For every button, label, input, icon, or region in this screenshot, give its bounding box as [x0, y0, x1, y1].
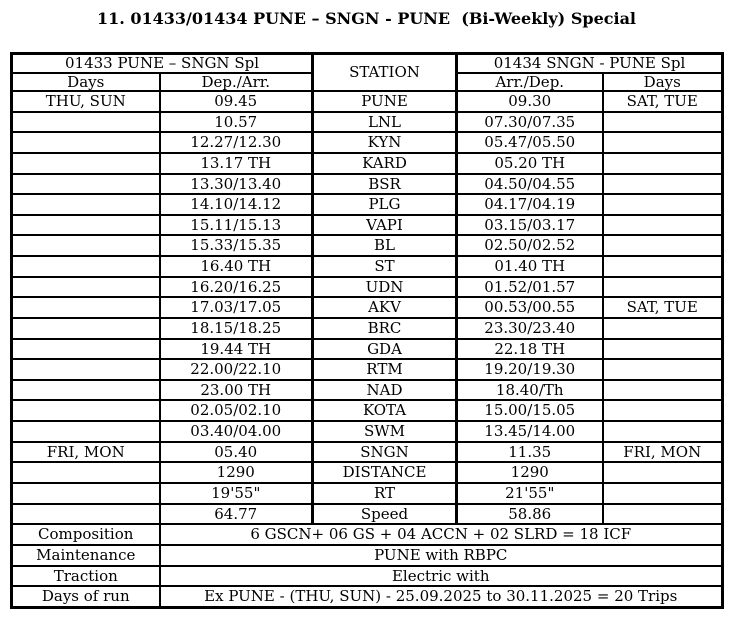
days-outbound-cell [12, 256, 160, 277]
info-value-cell: Electric with [160, 566, 723, 587]
station-cell: BL [313, 235, 457, 256]
days-return-cell: SAT, TUE [603, 91, 723, 112]
info-value-cell: 6 GSCN+ 06 GS + 04 ACCN + 02 SLRD = 18 ICF [160, 524, 723, 545]
info-row [12, 586, 723, 607]
timetable-row [12, 483, 723, 504]
station-cell: DISTANCE [313, 462, 457, 483]
timetable-header [12, 54, 723, 92]
station-cell: KYN [313, 132, 457, 153]
dep-arr-cell: 16.20/16.25 [160, 277, 313, 298]
days-outbound-cell [12, 277, 160, 298]
dep-arr-cell: 1290 [160, 462, 313, 483]
dep-arr-cell: 19'55" [160, 483, 313, 504]
info-body [12, 524, 723, 607]
station-cell: PLG [313, 194, 457, 215]
dep-arr-header: Dep./Arr. [160, 73, 313, 92]
days-outbound-cell [12, 194, 160, 215]
days-header-right: Days [603, 73, 723, 92]
timetable-row [12, 277, 723, 298]
days-outbound-cell [12, 174, 160, 195]
station-cell: AKV [313, 297, 457, 318]
days-outbound-cell [12, 297, 160, 318]
dep-arr-cell: 05.40 [160, 442, 313, 463]
page-title: 11. 01433/01434 PUNE – SNGN - PUNE (Bi-Weekly) Special [96, 9, 637, 28]
info-value-cell: PUNE with RBPC [160, 545, 723, 566]
days-return-cell [603, 462, 723, 483]
station-cell: RTM [313, 359, 457, 380]
station-cell: VAPI [313, 215, 457, 236]
days-return-cell [603, 235, 723, 256]
days-return-cell: SAT, TUE [603, 297, 723, 318]
days-outbound-cell: THU, SUN [12, 91, 160, 112]
info-label-cell: Days of run [12, 586, 160, 607]
days-return-cell [603, 339, 723, 360]
days-return-cell [603, 215, 723, 236]
days-return-cell [603, 132, 723, 153]
days-outbound-cell [12, 132, 160, 153]
info-row [12, 524, 723, 545]
days-return-cell [603, 504, 723, 525]
dep-arr-cell: 03.40/04.00 [160, 421, 313, 442]
arr-dep-cell: 00.53/00.55 [457, 297, 603, 318]
dep-arr-cell: 15.33/15.35 [160, 235, 313, 256]
station-cell: BSR [313, 174, 457, 195]
arr-dep-cell: 11.35 [457, 442, 603, 463]
days-outbound-cell [12, 359, 160, 380]
dep-arr-cell: 19.44 TH [160, 339, 313, 360]
arr-dep-cell: 04.17/04.19 [457, 194, 603, 215]
days-return-cell [603, 380, 723, 401]
timetable-row [12, 421, 723, 442]
days-outbound-cell [12, 318, 160, 339]
days-outbound-cell [12, 153, 160, 174]
info-row [12, 545, 723, 566]
info-label-cell: Traction [12, 566, 160, 587]
arr-dep-cell: 04.50/04.55 [457, 174, 603, 195]
days-outbound-cell [12, 400, 160, 421]
dep-arr-cell: 16.40 TH [160, 256, 313, 277]
timetable-row [12, 194, 723, 215]
dep-arr-cell: 23.00 TH [160, 380, 313, 401]
station-cell: NAD [313, 380, 457, 401]
station-cell: SNGN [313, 442, 457, 463]
dep-arr-cell: 14.10/14.12 [160, 194, 313, 215]
days-outbound-cell [12, 112, 160, 133]
arr-dep-cell: 02.50/02.52 [457, 235, 603, 256]
train-outbound-header: 01433 PUNE – SNGN Spl [12, 54, 313, 73]
days-outbound-cell [12, 215, 160, 236]
info-row [12, 566, 723, 587]
days-return-cell [603, 112, 723, 133]
arr-dep-cell: 05.47/05.50 [457, 132, 603, 153]
station-cell: RT [313, 483, 457, 504]
arr-dep-cell: 15.00/15.05 [457, 400, 603, 421]
timetable-row [12, 235, 723, 256]
dep-arr-cell: 17.03/17.05 [160, 297, 313, 318]
days-return-cell [603, 318, 723, 339]
timetable-row [12, 215, 723, 236]
days-outbound-cell [12, 421, 160, 442]
timetable-row [12, 112, 723, 133]
arr-dep-cell: 58.86 [457, 504, 603, 525]
dep-arr-cell: 64.77 [160, 504, 313, 525]
days-return-cell [603, 421, 723, 442]
arr-dep-cell: 07.30/07.35 [457, 112, 603, 133]
train-header-row [12, 54, 723, 73]
arr-dep-header: Arr./Dep. [457, 73, 603, 92]
arr-dep-cell: 23.30/23.40 [457, 318, 603, 339]
arr-dep-cell: 05.20 TH [457, 153, 603, 174]
dep-arr-cell: 13.30/13.40 [160, 174, 313, 195]
days-return-cell [603, 483, 723, 504]
train-return-header: 01434 SNGN - PUNE Spl [457, 54, 723, 73]
station-cell: SWM [313, 421, 457, 442]
dep-arr-cell: 15.11/15.13 [160, 215, 313, 236]
dep-arr-cell: 18.15/18.25 [160, 318, 313, 339]
info-label-cell: Maintenance [12, 545, 160, 566]
arr-dep-cell: 18.40/Th [457, 380, 603, 401]
timetable-row [12, 132, 723, 153]
dep-arr-cell: 09.45 [160, 91, 313, 112]
timetable [10, 52, 724, 609]
arr-dep-cell: 03.15/03.17 [457, 215, 603, 236]
dep-arr-cell: 02.05/02.10 [160, 400, 313, 421]
timetable-row [12, 318, 723, 339]
station-cell: KOTA [313, 400, 457, 421]
station-cell: PUNE [313, 91, 457, 112]
days-outbound-cell [12, 380, 160, 401]
station-cell: KARD [313, 153, 457, 174]
days-return-cell [603, 174, 723, 195]
days-return-cell [603, 277, 723, 298]
arr-dep-cell: 22.18 TH [457, 339, 603, 360]
station-cell: GDA [313, 339, 457, 360]
dep-arr-cell: 13.17 TH [160, 153, 313, 174]
days-outbound-cell [12, 462, 160, 483]
days-return-cell: FRI, MON [603, 442, 723, 463]
timetable-body [12, 91, 723, 524]
days-outbound-cell [12, 339, 160, 360]
days-outbound-cell [12, 483, 160, 504]
dep-arr-cell: 12.27/12.30 [160, 132, 313, 153]
timetable-row [12, 153, 723, 174]
timetable-row [12, 174, 723, 195]
dep-arr-cell: 10.57 [160, 112, 313, 133]
timetable-row [12, 297, 723, 318]
days-return-cell [603, 400, 723, 421]
arr-dep-cell: 19.20/19.30 [457, 359, 603, 380]
arr-dep-cell: 13.45/14.00 [457, 421, 603, 442]
timetable-row [12, 442, 723, 463]
arr-dep-cell: 09.30 [457, 91, 603, 112]
timetable-row [12, 91, 723, 112]
arr-dep-cell: 21'55" [457, 483, 603, 504]
timetable-row [12, 359, 723, 380]
info-label-cell: Composition [12, 524, 160, 545]
arr-dep-cell: 01.52/01.57 [457, 277, 603, 298]
station-cell: LNL [313, 112, 457, 133]
days-return-cell [603, 153, 723, 174]
timetable-row [12, 504, 723, 525]
timetable-row [12, 462, 723, 483]
days-return-cell [603, 194, 723, 215]
days-header-left: Days [12, 73, 160, 92]
timetable-row [12, 400, 723, 421]
arr-dep-cell: 1290 [457, 462, 603, 483]
days-outbound-cell [12, 504, 160, 525]
days-return-cell [603, 256, 723, 277]
dep-arr-cell: 22.00/22.10 [160, 359, 313, 380]
timetable-row [12, 380, 723, 401]
station-cell: ST [313, 256, 457, 277]
timetable-row [12, 339, 723, 360]
days-return-cell [603, 359, 723, 380]
station-cell: Speed [313, 504, 457, 525]
station-cell: UDN [313, 277, 457, 298]
station-header: STATION [313, 54, 457, 92]
station-cell: BRC [313, 318, 457, 339]
info-value-cell: Ex PUNE - (THU, SUN) - 25.09.2025 to 30.11.2025 = 20 Trips [160, 586, 723, 607]
days-outbound-cell: FRI, MON [12, 442, 160, 463]
timetable-row [12, 256, 723, 277]
days-outbound-cell [12, 235, 160, 256]
arr-dep-cell: 01.40 TH [457, 256, 603, 277]
